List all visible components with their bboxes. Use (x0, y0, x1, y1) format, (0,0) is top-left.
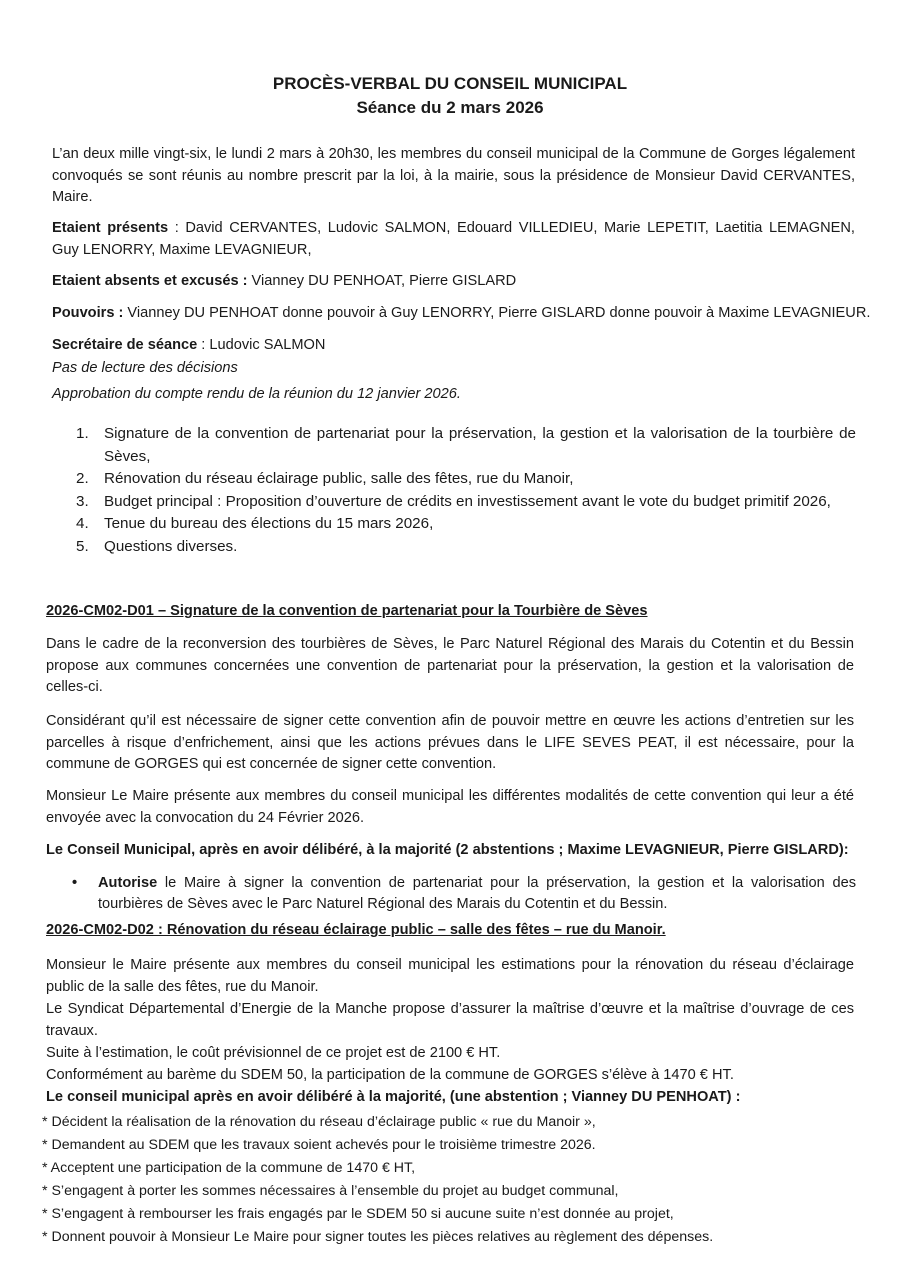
d02-decision-item: * Décident la réalisation de la rénovation du réseau d’éclairage public « rue du Manoir », (42, 1114, 596, 1130)
absents-paragraph (52, 271, 855, 293)
document-subtitle: Séance du 2 mars 2026 (356, 98, 544, 117)
d02-vote: Le conseil municipal après en avoir délibéré à la majorité, (une abstention ; Vianney DU PENHOAT) : (46, 1089, 741, 1105)
d02-decision-item: * S’engagent à porter les sommes nécessaires à l’ensemble du projet au budget communal, (42, 1183, 619, 1199)
d01-heading: 2026-CM02-D01 – Signature de la convention de partenariat pour la Tourbière de Sèves (46, 603, 648, 619)
agenda-item-number: 4. (76, 515, 89, 532)
pouvoirs-value: Vianney DU PENHOAT donne pouvoir à Guy LENORRY, Pierre GISLARD donne pouvoir à Maxime LEVAGNIEUR. (123, 305, 871, 321)
absents-label: Etaient absents et excusés : (52, 273, 248, 289)
d01-decision-bullet (72, 873, 856, 915)
agenda-item (76, 491, 856, 514)
bullet-dot-icon: • (72, 875, 78, 891)
pouvoirs-paragraph (52, 303, 871, 325)
d02-decision-item: * Demandent au SDEM que les travaux soient achevés pour le troisième trimestre 2026. (42, 1137, 596, 1153)
agenda-item-text: Budget principal : Proposition d’ouverture de crédits en investissement avant le vote du budget primitif 2026, (104, 492, 831, 510)
secretaire-label: Secrétaire de séance (52, 337, 198, 353)
d01-paragraph-presentation: Monsieur Le Maire présente aux membres du conseil municipal les différentes modalités de cette convention qui leur a été envoyée avec la convocation du 24 Février 2026. (46, 788, 854, 826)
agenda-item-text: Rénovation du réseau éclairage public, salle des fêtes, rue du Manoir, (104, 470, 574, 487)
d01-decision-verb: Autorise (98, 875, 158, 891)
agenda-item-number: 5. (76, 537, 89, 555)
agenda-item-number: 1. (76, 425, 89, 442)
note-no-reading: Pas de lecture des décisions (52, 360, 238, 376)
presents-paragraph (52, 218, 855, 261)
d02-paragraph-cost: Suite à l’estimation, le coût prévisionnel de ce projet est de 2100 € HT. (46, 1045, 501, 1061)
d01-vote: Le Conseil Municipal, après en avoir délibéré, à la majorité (2 abstentions ; Maxime LEVAGNIEUR, Pierre GISLARD): (46, 842, 849, 858)
agenda-item (76, 423, 856, 468)
secretaire-value: : Ludovic SALMON (197, 337, 326, 353)
d02-heading: 2026-CM02-D02 : Rénovation du réseau éclairage public – salle des fêtes – rue du Manoir. (46, 922, 666, 938)
agenda-item-text: Tenue du bureau des élections du 15 mars 2026, (104, 515, 434, 532)
agenda-item-number: 3. (76, 492, 89, 510)
agenda-item (76, 513, 856, 536)
agenda-item (76, 468, 856, 491)
d01-paragraph-considering: Considérant qu’il est nécessaire de signer cette convention afin de pouvoir mettre en œuvre les actions d’entretien sur les parcelles à risque d’enfrichement, ainsi que les actions prévues dans le LIFE SEVES PEAT, il est nécessaire, pour la commune de GORGES qui est concernée de signer cette convention. (46, 713, 854, 772)
agenda-item-text: Signature de la convention de partenariat pour la préservation, la gestion et la valorisation de la tourbière de Sèves, (104, 425, 856, 465)
d02-paragraph-sdem: Le Syndicat Départemental d’Energie de la Manche propose d’assurer la maîtrise d’œuvre et la maîtrise d’ouvrage de ces travaux. (46, 1001, 854, 1039)
agenda-item-number: 2. (76, 470, 89, 487)
d02-decision-item: * S’engagent à rembourser les frais engagés par le SDEM 50 si aucune suite n’est donnée au projet, (42, 1206, 674, 1222)
d01-decision-text (98, 873, 856, 915)
agenda-item-text: Questions diverses. (104, 537, 238, 555)
agenda-item (76, 536, 856, 559)
presents-label: Etaient présents (52, 220, 169, 236)
agenda-list (76, 423, 856, 558)
d02-paragraph-participation: Conformément au barème du SDEM 50, la participation de la commune de GORGES s’élève à 1470 € HT. (46, 1067, 734, 1083)
pouvoirs-label: Pouvoirs : (52, 305, 124, 321)
d01-paragraph-context: Dans le cadre de la reconversion des tourbières de Sèves, le Parc Naturel Régional des Marais du Cotentin et du Bessin propose aux communes concernées une convention de partenariat pour la préservation, la gestion et la valorisation de celles-ci. (46, 636, 854, 695)
intro-paragraph: L’an deux mille vingt-six, le lundi 2 mars à 20h30, les membres du conseil municipal de la Commune de Gorges légalement convoqués se sont réunis au nombre prescrit par la loi, à la mairie, sous la présidence de Monsieur David CERVANTES, Maire. (52, 146, 855, 205)
d02-paragraph-estimates: Monsieur le Maire présente aux membres du conseil municipal les estimations pour la rénovation du réseau d’éclairage public de la salle des fêtes, rue du Manoir. (46, 957, 854, 995)
secretaire-paragraph (52, 335, 855, 357)
presents-value: : David CERVANTES, Ludovic SALMON, Edouard VILLEDIEU, Marie LEPETIT, Laetitia LEMAGNEN, Guy LENORRY, Maxime LEVAGNIEUR, (52, 220, 855, 258)
absents-value: Vianney DU PENHOAT, Pierre GISLARD (247, 273, 517, 289)
d02-decision-item: * Donnent pouvoir à Monsieur Le Maire pour signer toutes les pièces relatives au règlement des dépenses. (42, 1229, 714, 1245)
document-title: PROCÈS-VERBAL DU CONSEIL MUNICIPAL (272, 74, 628, 93)
d01-decision-rest: le Maire à signer la convention de partenariat pour la préservation, la gestion et la valorisation des tourbières de Sèves avec le Parc Naturel Régional des Marais du Cotentin et du Bessin. (98, 875, 856, 912)
note-approval: Approbation du compte rendu de la réunion du 12 janvier 2026. (52, 386, 461, 402)
d02-decision-item: * Acceptent une participation de la commune de 1470 € HT, (42, 1160, 416, 1176)
